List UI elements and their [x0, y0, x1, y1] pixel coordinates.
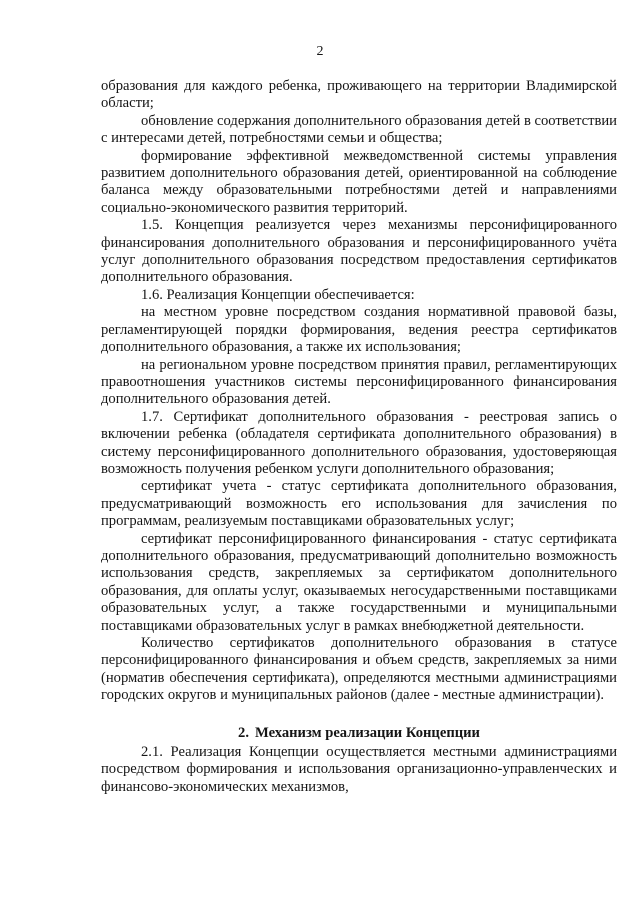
paragraph-11: Количество сертификатов дополнительного образования в статусе персонифицированного финансирования и объем средств, закрепляемых за ними (норматив обеспечения сертификата), определяются местными администрациями городских округов и муниципальных районов (далее - местные администрации). [101, 635, 617, 704]
paragraph-2: обновление содержания дополнительного образования детей в соответствии с интересами детей, потребностями семьи и общества; [101, 112, 617, 147]
paragraph-8: 1.7. Сертификат дополнительного образования - реестровая запись о включении ребенка (обладателя сертификата дополнительного образования) в систему персонифицированного дополнительного образования, удостоверяющая возможность получения ребенком услуги дополнительного образования; [101, 408, 617, 477]
paragraph-1: образования для каждого ребенка, проживающего на территории Владимирской области; [101, 78, 617, 112]
section-heading [101, 725, 617, 742]
paragraph-5: 1.6. Реализация Концепции обеспечивается: [141, 286, 415, 303]
paragraph-7: на региональном уровне посредством принятия правил, регламентирующих правоотношения участников системы персонифицированного финансирования дополнительного образования детей. [101, 356, 617, 408]
page-number: 2 [316, 44, 324, 59]
document-body [101, 78, 617, 796]
paragraph-6: на местном уровне посредством создания нормативной правовой базы, регламентирующей порядки формирования, ведения реестра сертификатов дополнительного образования, а также их использования; [101, 304, 617, 356]
section-paragraph: 2.1. Реализация Концепции осуществляется местными администрациями посредством формирования и использования организационно-управленческих и финансово-экономических механизмов, [101, 744, 617, 795]
paragraph-4: 1.5. Концепция реализуется через механизмы персонифицированного финансирования дополнительного образования и персонифицированного учёта услуг дополнительного образования посредством предоставления сертификатов дополнительного образования. [101, 217, 617, 286]
paragraph-3: формирование эффективной межведомственной системы управления развитием дополнительного образования детей, ориентированной на соблюдение баланса между образовательными потребностями детей и направлениями социально-экономического развития территорий. [101, 147, 617, 216]
section-title: Механизм реализации Концепции [254, 724, 480, 741]
section-number: 2. [238, 724, 249, 741]
paragraph-9: сертификат учета - статус сертификата дополнительного образования, предусматривающий возможность его использования для зачисления по программам, реализуемым поставщиками образовательных услуг; [101, 478, 617, 530]
paragraph-10: сертификат персонифицированного финансирования - статус сертификата дополнительного образования, предусматривающий дополнительно возможность использования средств, закрепляемых за сертификатом дополнительного образования, для оплаты услуг, оказываемых негосударственными поставщиками образовательных услуг, а также государственными и муниципальными поставщиками образовательных услуг в рамках внебюджетной деятельности. [101, 530, 617, 634]
